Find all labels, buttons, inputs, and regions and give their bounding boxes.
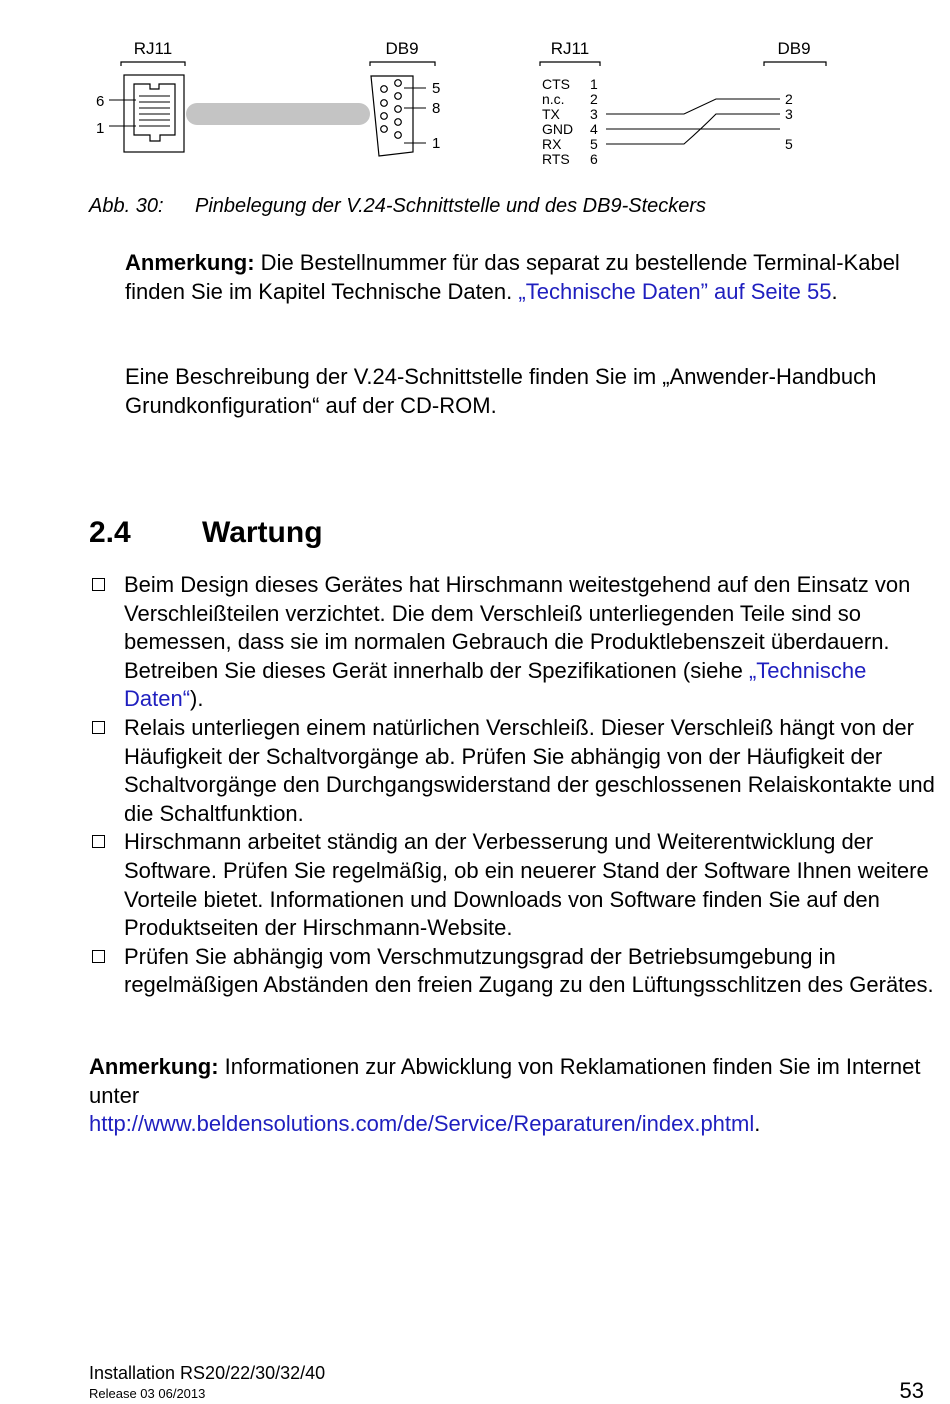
figure-caption-text: Pinbelegung der V.24-Schnittstelle und des DB9-Steckers (195, 195, 707, 217)
list-item-end: ). (190, 686, 204, 712)
left-rj11-label: RJ11 (133, 39, 173, 58)
service-url-link[interactable]: http://www.beldensolutions.com/de/Service/Reparaturen/index.phtml (89, 1111, 755, 1137)
note-end: . (754, 1111, 761, 1137)
bullet-box-icon (92, 835, 105, 848)
signal-name: RTS (542, 151, 570, 167)
section-title: Wartung (202, 516, 323, 549)
rj11-pin-6-label: 6 (96, 93, 105, 110)
figure-caption (89, 195, 706, 218)
footer-title: Installation RS20/22/30/32/40 (89, 1363, 326, 1383)
page-number: 53 (899, 1378, 924, 1403)
signal-pin: 6 (590, 151, 598, 167)
db9-right-pin: 3 (785, 106, 793, 122)
db9-right-pin: 5 (785, 136, 793, 152)
note-text: Die Bestellnummer für das separat zu bestellende Terminal-Kabel finden Sie im Kapitel Technische Daten. (125, 250, 900, 304)
note-ordering (125, 249, 925, 306)
note-label: Anmerkung: (89, 1054, 219, 1079)
footer-release: Release 03 06/2013 (89, 1386, 206, 1401)
note-label: Anmerkung: (125, 250, 255, 275)
cable (186, 103, 370, 125)
signal-name: TX (542, 106, 560, 122)
interface-description-paragraph: Eine Beschreibung der V.24-Schnittstelle finden Sie im „Anwender-Handbuch Grundkonfiguration“ auf der CD-ROM. (125, 364, 877, 418)
signal-pin: 4 (590, 121, 598, 137)
db9-right-pin: 2 (785, 91, 793, 107)
technical-data-link[interactable]: „Technische Daten“ (124, 657, 867, 712)
signal-pin: 1 (590, 76, 598, 92)
db9-pin-1-label: 1 (432, 135, 441, 152)
list-item (89, 943, 939, 1000)
list-item (89, 714, 939, 828)
maintenance-list (89, 571, 939, 1000)
figure-caption-label: Abb. 30: (89, 195, 164, 217)
signal-name: RX (542, 136, 562, 152)
right-rj11-label: RJ11 (550, 39, 590, 58)
list-item (89, 571, 939, 714)
signal-pin: 5 (590, 136, 598, 152)
note-returns (89, 1053, 929, 1139)
signal-pin: 2 (590, 91, 598, 107)
pinout-diagram (0, 0, 950, 180)
rj11-pin-1-label: 1 (96, 120, 105, 137)
bullet-box-icon (92, 950, 105, 963)
db9-pin-8-label: 8 (432, 100, 441, 117)
section-heading (89, 516, 323, 550)
section-number: 2.4 (89, 516, 131, 549)
list-item-text: Hirschmann arbeitet ständig an der Verbesserung und Weiterentwicklung der Software. Prüfen Sie regelmäßig, ob ein neuerer Stand der Software Ihnen weitere Vorteile bietet. Informationen und Downloads von Software finden Sie auf den Produktseiten der Hirschmann-Website. (124, 829, 929, 941)
note-end: . (831, 278, 838, 304)
list-item-text: Beim Design dieses Gerätes hat Hirschmann weitestgehend auf den Einsatz von Verschleißteilen verzichtet. Die dem Verschleiß unterliegenden Teile sind so bemessen, dass sie im normalen Gebrauch die Produktlebenszeit überdauern. Betreiben Sie dieses Gerät innerhalb der Spezifikationen (siehe (124, 572, 911, 683)
list-item (89, 828, 939, 942)
bullet-box-icon (92, 578, 105, 591)
rj11-signal-list (542, 76, 598, 167)
right-db9-label: DB9 (777, 39, 811, 58)
list-item-text: Prüfen Sie abhängig vom Verschmutzungsgrad der Betriebsumgebung in regelmäßigen Abständen den freien Zugang zu den Lüftungsschlitzen des Gerätes. (124, 943, 934, 998)
list-item-text: Relais unterliegen einem natürlichen Verschleiß. Dieser Verschleiß hängt von der Häufigkeit der Schaltvorgänge ab. Prüfen Sie abhängig von der Häufigkeit der Schaltvorgänge den Durchgangswiderstand der geschlossenen Relaiskontakte und die Schaltfunktion. (124, 714, 935, 826)
signal-name: n.c. (542, 91, 565, 107)
signal-pin: 3 (590, 106, 598, 122)
rj11-connector-icon (124, 75, 184, 152)
wiring-lines (606, 99, 780, 144)
note-text: Informationen zur Abwicklung von Reklamationen finden Sie im Internet unter (89, 1054, 921, 1108)
technical-data-link[interactable]: „Technische Daten” auf Seite 55 (518, 278, 832, 304)
db9-pin-5-label: 5 (432, 80, 441, 97)
signal-name: GND (542, 121, 574, 137)
signal-name: CTS (542, 76, 570, 92)
left-db9-label: DB9 (385, 39, 419, 58)
bullet-box-icon (92, 721, 105, 734)
